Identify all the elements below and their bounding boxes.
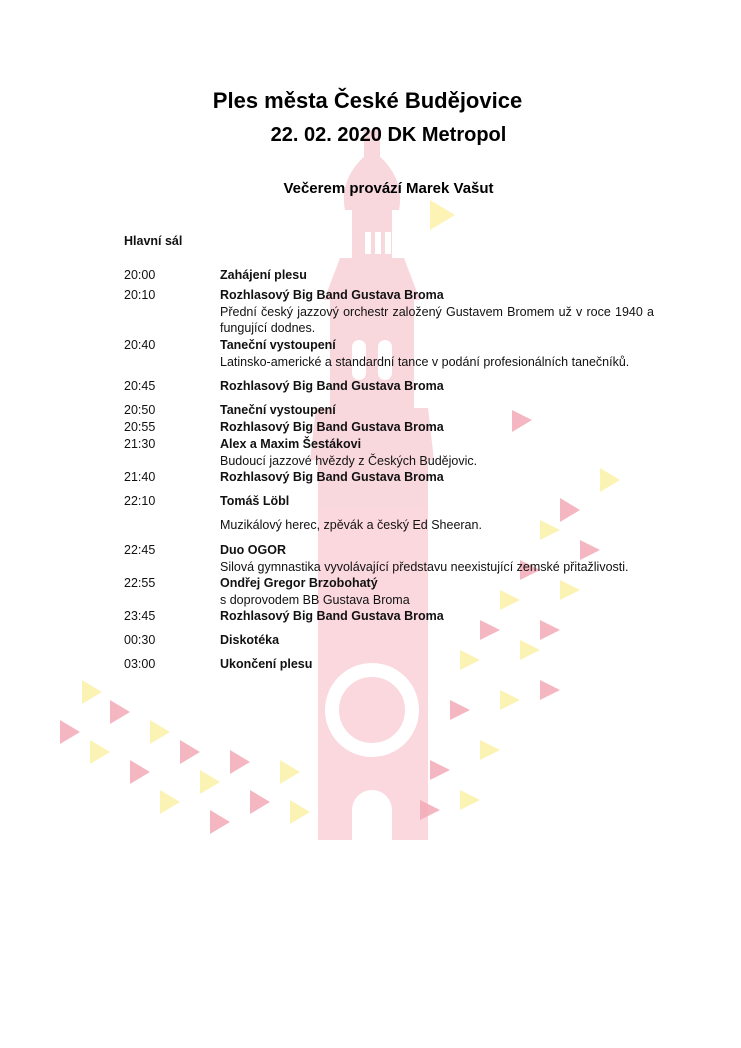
host-line: Večerem provází Marek Vašut bbox=[283, 180, 494, 197]
schedule-time: 22:10 bbox=[124, 494, 156, 508]
schedule-time: 00:30 bbox=[124, 633, 156, 647]
schedule-event: Taneční vystoupení bbox=[220, 403, 336, 417]
schedule-event: Ondřej Gregor Brzobohatý bbox=[220, 576, 378, 590]
schedule-time: 20:45 bbox=[124, 379, 156, 393]
schedule-event: Alex a Maxim Šestákovi bbox=[220, 437, 362, 451]
schedule-description: Latinsko-americké a standardní tance v podání profesionálních tanečníků. bbox=[220, 354, 630, 369]
date-venue: 22. 02. 2020 DK Metropol bbox=[270, 124, 507, 146]
schedule-description: Budoucí jazzové hvězdy z Českých Budějovic. bbox=[220, 453, 478, 468]
schedule-time: 23:45 bbox=[124, 609, 156, 623]
schedule-event: Diskotéka bbox=[220, 633, 280, 647]
schedule-time: 22:45 bbox=[124, 543, 156, 557]
schedule-event: Rozhlasový Big Band Gustava Broma bbox=[220, 420, 444, 434]
schedule-time: 20:40 bbox=[124, 338, 156, 352]
schedule-event: Ukončení plesu bbox=[220, 657, 313, 671]
schedule-description: Silová gymnastika vyvolávající představu neexistující zemské přitažlivosti. bbox=[220, 559, 629, 574]
schedule-event: Rozhlasový Big Band Gustava Broma bbox=[220, 609, 444, 623]
schedule-time: 20:50 bbox=[124, 403, 156, 417]
schedule-time: 20:10 bbox=[124, 288, 156, 302]
schedule-time: 20:00 bbox=[124, 268, 156, 282]
schedule-time: 21:30 bbox=[124, 437, 156, 451]
schedule-time: 21:40 bbox=[124, 470, 156, 484]
page-title: Ples města České Budějovice bbox=[212, 88, 523, 113]
schedule-description: s doprovodem BB Gustava Broma bbox=[220, 592, 410, 607]
schedule-event: Taneční vystoupení bbox=[220, 338, 336, 352]
schedule-time: 22:55 bbox=[124, 576, 156, 590]
schedule-event: Duo OGOR bbox=[220, 543, 286, 557]
schedule-time: 03:00 bbox=[124, 657, 156, 671]
schedule-event: Zahájení plesu bbox=[220, 268, 307, 282]
hall-heading: Hlavní sál bbox=[124, 234, 183, 248]
schedule-description: Muzikálový herec, zpěvák a český Ed Sheeran. bbox=[220, 518, 482, 532]
schedule-event: Tomáš Löbl bbox=[220, 494, 290, 508]
schedule-description: Přední český jazzový orchestr založený Gustavem Bromem už v roce 1940 a fungující dodnes. bbox=[220, 304, 654, 335]
schedule-event: Rozhlasový Big Band Gustava Broma bbox=[220, 288, 444, 302]
schedule-event: Rozhlasový Big Band Gustava Broma bbox=[220, 470, 444, 484]
schedule-time: 20:55 bbox=[124, 420, 156, 434]
schedule-event: Rozhlasový Big Band Gustava Broma bbox=[220, 379, 444, 393]
